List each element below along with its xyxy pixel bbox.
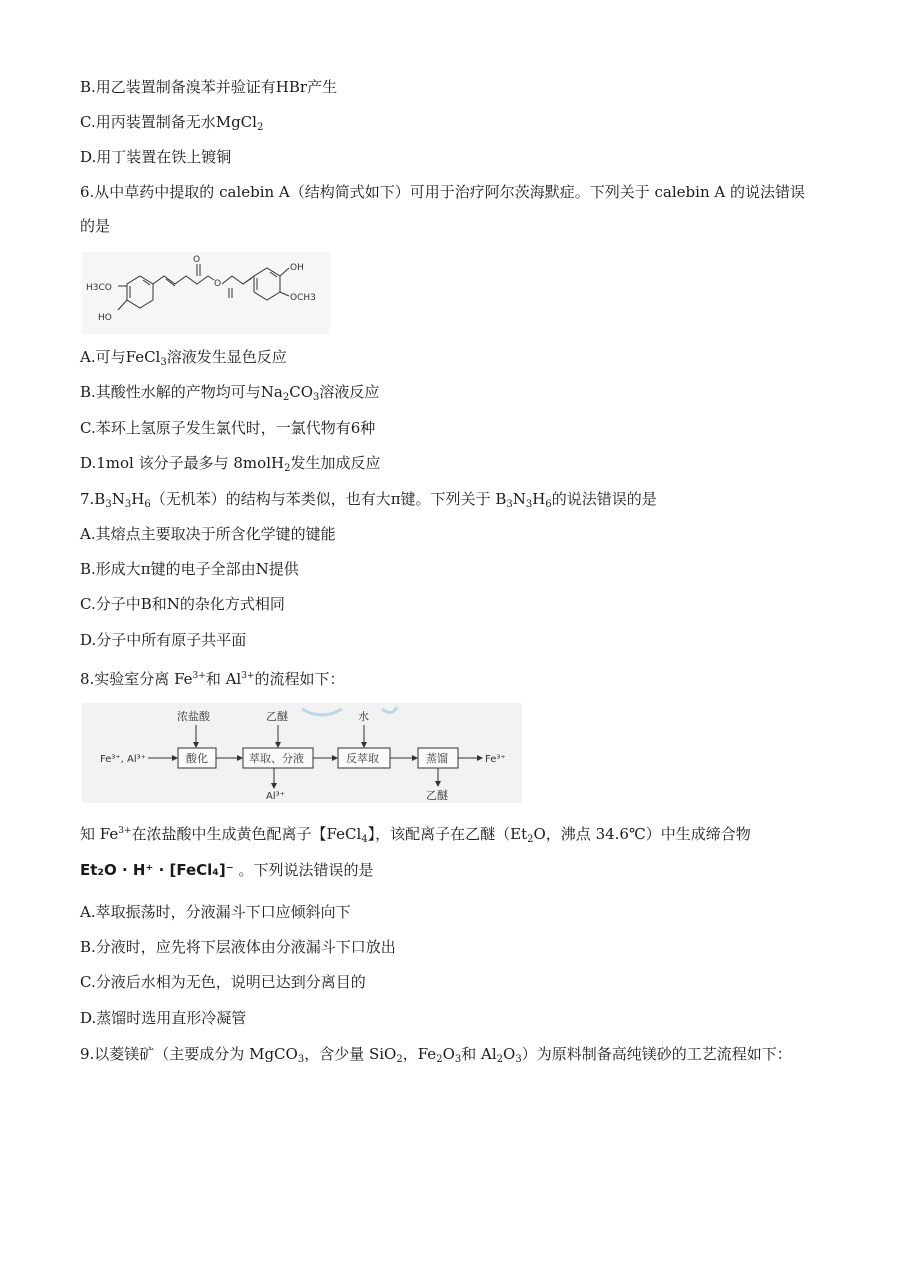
subscript: 2 xyxy=(256,122,264,133)
subscript: 4 xyxy=(361,834,368,845)
byproduct-ether: 乙醚 xyxy=(426,789,448,802)
q7-option-b: B.形成大π键的电子全部由N提供 xyxy=(80,560,299,578)
subscript: 2 xyxy=(282,392,290,403)
q8-option-a: A.萃取振荡时，分液漏斗下口应倾斜向下 xyxy=(80,903,351,921)
q7-stem-part: H xyxy=(131,490,145,508)
q7-stem-part: N xyxy=(111,490,125,508)
q7-stem xyxy=(80,489,657,515)
q4-option-b: B.用乙装置制备溴苯并验证有HBr产生 xyxy=(80,78,338,96)
subscript: 3 xyxy=(454,1054,462,1065)
q7-option-a: A.其熔点主要取决于所含化学键的键能 xyxy=(80,525,336,543)
flow-input-label: Fe³⁺, Al³⁺ xyxy=(100,754,146,765)
subscript: 3 xyxy=(506,499,513,510)
carbonyl-o-label: O xyxy=(193,255,201,265)
q6-stem-line1: 6.从中草药中提取的 calebin A（结构简式如下）可用于治疗阿尔茨海默症。下列关于 calebin A 的说法错误 xyxy=(80,183,805,201)
q8-stem-part: 的流程如下： xyxy=(254,670,345,688)
q7-stem-part: H xyxy=(532,490,546,508)
ho-left-label: HO xyxy=(98,313,112,323)
q6-option-a-text: A.可与FeCl xyxy=(80,348,161,366)
q4-option-c xyxy=(80,112,263,138)
separation-flow-diagram xyxy=(82,703,522,803)
q9-stem-part: O xyxy=(503,1045,516,1063)
q8-info-part: 】，该配离子在乙醚（Et xyxy=(367,825,528,843)
subscript: 3 xyxy=(105,499,112,510)
q8-stem-part: 和 Al xyxy=(205,670,242,688)
subscript: 2 xyxy=(396,1054,403,1065)
q6-option-b-mid: CO xyxy=(289,383,314,401)
flow-output-label: Fe³⁺ xyxy=(485,754,506,765)
q9-stem-part: O xyxy=(442,1045,455,1063)
q8-option-d: D.蒸馏时选用直形冷凝管 xyxy=(80,1009,247,1027)
q6-stem-line2: 的是 xyxy=(80,217,111,235)
superscript: 3+ xyxy=(118,826,132,836)
q6-option-d xyxy=(80,453,380,479)
subscript: 3 xyxy=(160,357,167,368)
q6-option-c: C.苯环上氢原子发生氯代时，一氯代物有6种 xyxy=(80,419,376,437)
q7-option-d: D.分子中所有原子共平面 xyxy=(80,631,247,649)
q7-stem-part: （无机苯）的结构与苯类似，也有大π键。下列关于 B xyxy=(150,490,507,508)
q6-option-a xyxy=(80,347,287,373)
q8-info-part: 知 Fe xyxy=(80,825,119,843)
q7-option-c: C.分子中B和N的杂化方式相同 xyxy=(80,595,285,613)
q8-stem xyxy=(80,666,345,689)
subscript: 6 xyxy=(545,499,552,510)
calebin-a-structure xyxy=(82,252,330,334)
byproduct-al3: Al³⁺ xyxy=(266,791,285,802)
q4-option-d: D.用丁装置在铁上镀铜 xyxy=(80,148,232,166)
subscript: 3 xyxy=(525,499,533,510)
q8-info-part: 。下列说法错误的是 xyxy=(238,861,374,879)
subscript: 3 xyxy=(124,499,132,510)
box-distill-label: 蒸馏 xyxy=(426,752,448,765)
q8-info-line2 xyxy=(80,860,373,880)
q8-option-b: B.分液时，应先将下层液体由分液漏斗下口放出 xyxy=(80,938,396,956)
q9-stem-part: ，含少量 SiO xyxy=(304,1045,397,1063)
q6-option-d-tail: 发生加成反应 xyxy=(290,454,381,472)
box-extract-label: 萃取、分液 xyxy=(249,752,304,765)
q9-stem-part: 和 Al xyxy=(461,1045,497,1063)
subscript: 3 xyxy=(515,1054,522,1065)
superscript: 3+ xyxy=(241,671,255,681)
q8-info-part: 在浓盐酸中生成黄色配离子【FeCl xyxy=(131,825,362,843)
q7-stem-part: 7.B xyxy=(80,490,106,508)
subscript: 2 xyxy=(527,834,534,845)
q7-stem-part: N xyxy=(512,490,526,508)
box-back-extract-label: 反萃取 xyxy=(346,752,379,765)
q9-stem-part: ）为原料制备高纯镁砂的工艺流程如下： xyxy=(521,1045,792,1063)
q9-stem xyxy=(80,1044,792,1070)
q7-stem-part: 的说法错误的是 xyxy=(551,490,657,508)
subscript: 2 xyxy=(284,463,291,474)
subscript: 2 xyxy=(496,1054,504,1065)
q6-option-b-text: B.其酸性水解的产物均可与Na xyxy=(80,383,283,401)
q8-info-part: O，沸点 34.6℃）中生成缔合物 xyxy=(533,825,751,843)
subscript: 3 xyxy=(297,1054,305,1065)
q6-option-b xyxy=(80,382,379,408)
box-acidify-label: 酸化 xyxy=(186,752,208,765)
reagent-conc-hcl: 浓盐酸 xyxy=(177,710,210,723)
q4-option-c-text: C.用丙装置制备无水MgCl xyxy=(80,113,257,131)
q6-option-d-text: D.1mol 该分子最多与 8molH xyxy=(80,454,285,472)
reagent-water: 水 xyxy=(358,710,369,723)
oh-right-label: OH xyxy=(290,263,304,273)
h3co-label: H3CO xyxy=(86,283,112,293)
q8-info-line1 xyxy=(80,821,751,850)
q9-stem-part: 9.以菱镁矿（主要成分为 MgCO xyxy=(80,1045,298,1063)
q8-stem-part: 8.实验室分离 Fe xyxy=(80,670,193,688)
q6-option-a-tail: 溶液发生显色反应 xyxy=(166,348,287,366)
adduct-formula: Et₂O · H⁺ · [FeCl₄]⁻ xyxy=(80,861,234,879)
q6-option-b-tail: 溶液反应 xyxy=(319,383,380,401)
subscript: 6 xyxy=(144,499,151,510)
q8-option-c: C.分液后水相为无色，说明已达到分离目的 xyxy=(80,973,366,991)
ester-o-label: O xyxy=(214,279,222,289)
subscript: 3 xyxy=(313,392,320,403)
subscript: 2 xyxy=(436,1054,443,1065)
q9-stem-part: ，Fe xyxy=(402,1045,437,1063)
superscript: 3+ xyxy=(192,671,206,681)
och3-label: OCH3 xyxy=(290,293,316,303)
reagent-ether: 乙醚 xyxy=(266,710,288,723)
